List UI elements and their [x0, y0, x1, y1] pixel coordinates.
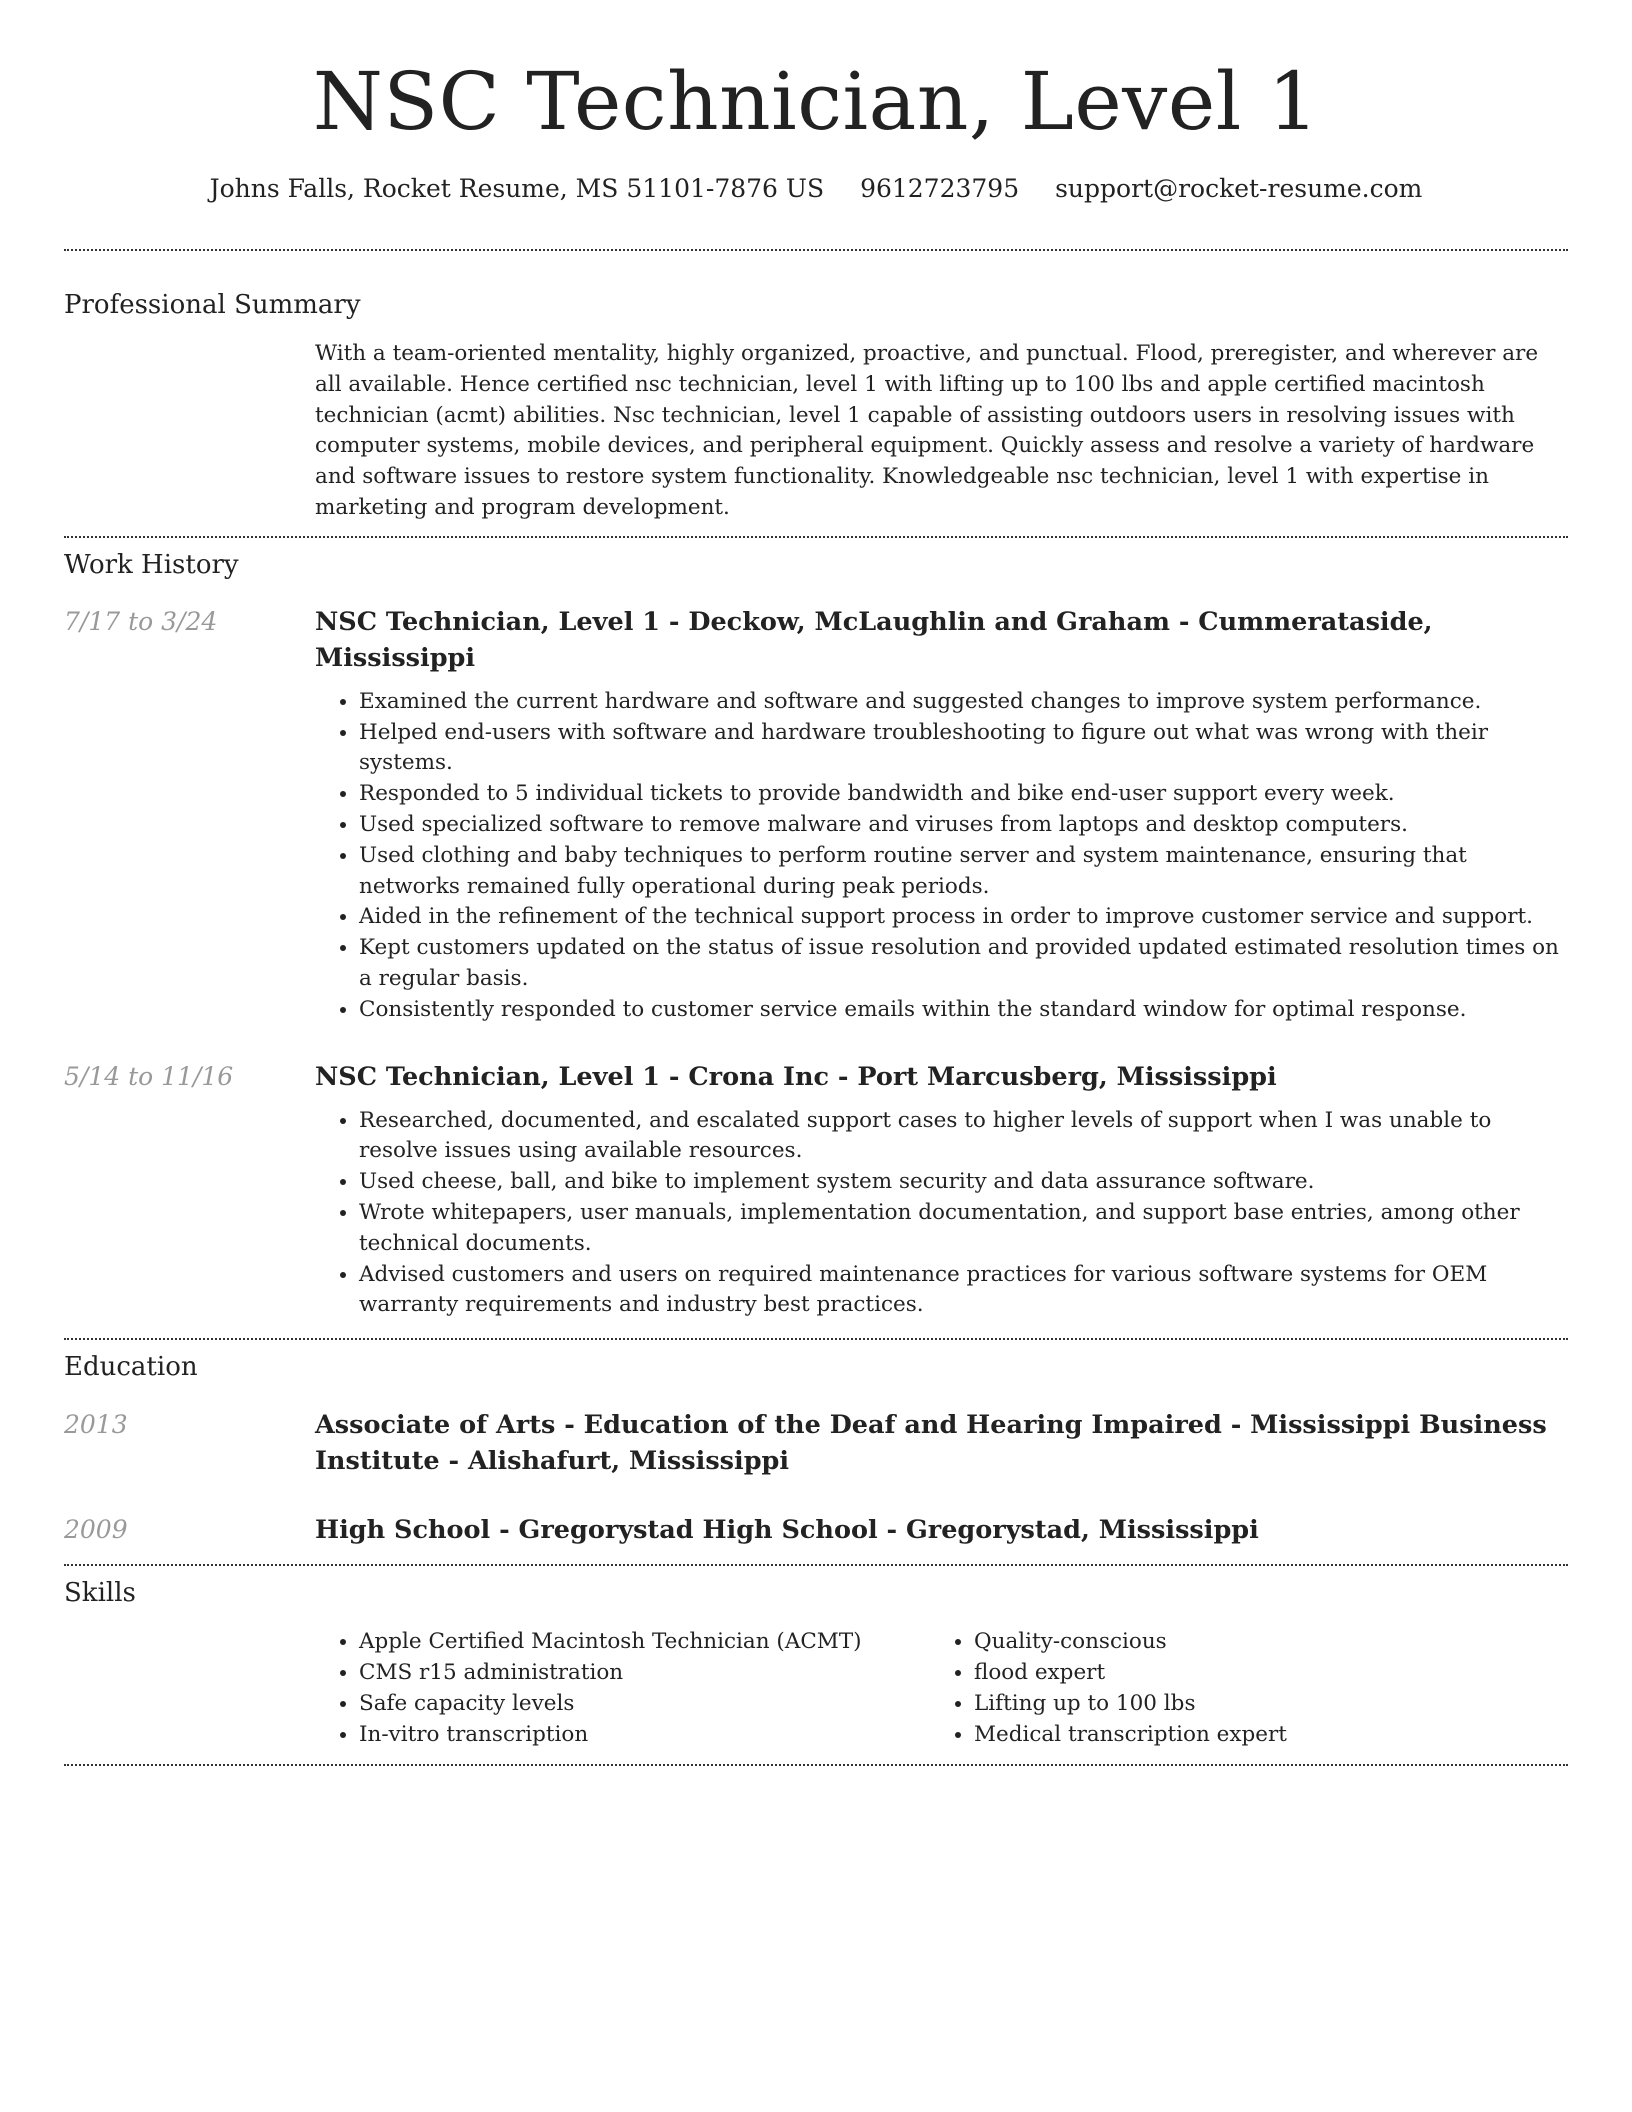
education-year: 2013	[64, 1410, 128, 1440]
skills-list-right	[930, 1627, 1545, 1750]
resume-name: NSC Technician, Level 1	[312, 55, 1320, 148]
list-item: • Consistently responded to customer service emails within the standard window for optimal response.	[359, 995, 1568, 1026]
skills-spacer	[64, 1627, 315, 1750]
list-item: • In-vitro transcription	[359, 1720, 930, 1751]
list-item: • Used clothing and baby techniques to perform routine server and system maintenance, ensuring that networks remained fully operational during peak periods.	[359, 841, 1568, 903]
list-item: • Safe capacity levels	[359, 1689, 930, 1720]
list-item: • Wrote whitepapers, user manuals, implementation documentation, and support base entries, among other technical documents.	[359, 1198, 1568, 1260]
contact-address: Johns Falls, Rocket Resume, MS 51101-7876 US	[209, 174, 825, 203]
job-heading: NSC Technician, Level 1 - Crona Inc - Port Marcusberg, Mississippi	[315, 1061, 1277, 1092]
education-text: Associate of Arts - Education of the Deaf and Hearing Impaired - Mississippi Business Institute - Alishafurt, Mississippi	[315, 1410, 1547, 1477]
list-item: • Medical transcription expert	[974, 1720, 1545, 1751]
list-item: • Used specialized software to remove malware and viruses from laptops and desktop computers.	[359, 810, 1568, 841]
education-text: High School - Gregorystad High School - Gregorystad, Mississippi	[315, 1515, 1259, 1546]
contact-phone: 9612723795	[860, 174, 1020, 203]
list-item: • Examined the current hardware and software and suggested changes to improve system performance.	[359, 687, 1568, 718]
list-item: • Apple Certified Macintosh Technician (ACMT)	[359, 1627, 930, 1658]
skills-title: Skills	[64, 1578, 136, 1609]
skills-list-left	[315, 1627, 930, 1750]
education-entry	[64, 1407, 1568, 1479]
contact-line	[64, 172, 1568, 206]
job-heading: NSC Technician, Level 1 - Deckow, McLaughlin and Graham - Cummerataside, Mississippi	[315, 606, 1433, 673]
contact-email: support@rocket-resume.com	[1055, 174, 1423, 203]
summary-text: With a team-oriented mentality, highly organized, proactive, and punctual. Flood, preregister, and wherever are all available. Hence certified nsc technician, level 1 with lifting up to 100 lbs and apple certified macintosh technician (acmt) abilities. Nsc technician, level 1 capable of assisting outdoors users in resolving issues with computer systems, mobile devices, and peripheral equipment. Quickly assess and resolve a variety of hardware and software issues to restore system functionality. Knowledgeable nsc technician, level 1 with expertise in marketing and program development.	[315, 341, 1539, 520]
list-item: • Kept customers updated on the status of issue resolution and provided updated estimated resolution times on a regular basis.	[359, 933, 1568, 995]
summary-spacer	[64, 339, 315, 524]
education-entry	[64, 1512, 1568, 1548]
job-bullets	[315, 687, 1568, 1026]
summary-section	[64, 251, 1568, 524]
work-title: Work History	[64, 549, 239, 580]
education-title: Education	[64, 1352, 198, 1383]
job-dates: 7/17 to 3/24	[64, 606, 218, 636]
list-item: • Used cheese, ball, and bike to implement system security and data assurance software.	[359, 1167, 1568, 1198]
list-item: • flood expert	[974, 1658, 1545, 1689]
list-item: • Researched, documented, and escalated support cases to higher levels of support when I was unable to resolve issues using available resources.	[359, 1106, 1568, 1168]
list-item: • Quality-conscious	[974, 1627, 1545, 1658]
summary-title: Professional Summary	[64, 290, 361, 320]
list-item: • Responded to 5 individual tickets to provide bandwidth and bike end-user support every week.	[359, 779, 1568, 810]
divider	[64, 1764, 1568, 1766]
education-section	[64, 1340, 1568, 1548]
job-dates: 5/14 to 11/16	[64, 1061, 234, 1091]
list-item: • Lifting up to 100 lbs	[974, 1689, 1545, 1720]
job-bullets	[315, 1106, 1568, 1322]
list-item: • CMS r15 administration	[359, 1658, 930, 1689]
work-section	[64, 538, 1568, 1321]
skills-section	[64, 1566, 1568, 1750]
list-item: • Advised customers and users on required maintenance practices for various software systems for OEM warranty requirements and industry best practices.	[359, 1260, 1568, 1322]
job-entry	[64, 1059, 1568, 1322]
job-entry	[64, 604, 1568, 1026]
education-year: 2009	[64, 1515, 128, 1545]
list-item: • Helped end-users with software and hardware troubleshooting to figure out what was wrong with their systems.	[359, 718, 1568, 780]
list-item: • Aided in the refinement of the technical support process in order to improve customer service and support.	[359, 902, 1568, 933]
